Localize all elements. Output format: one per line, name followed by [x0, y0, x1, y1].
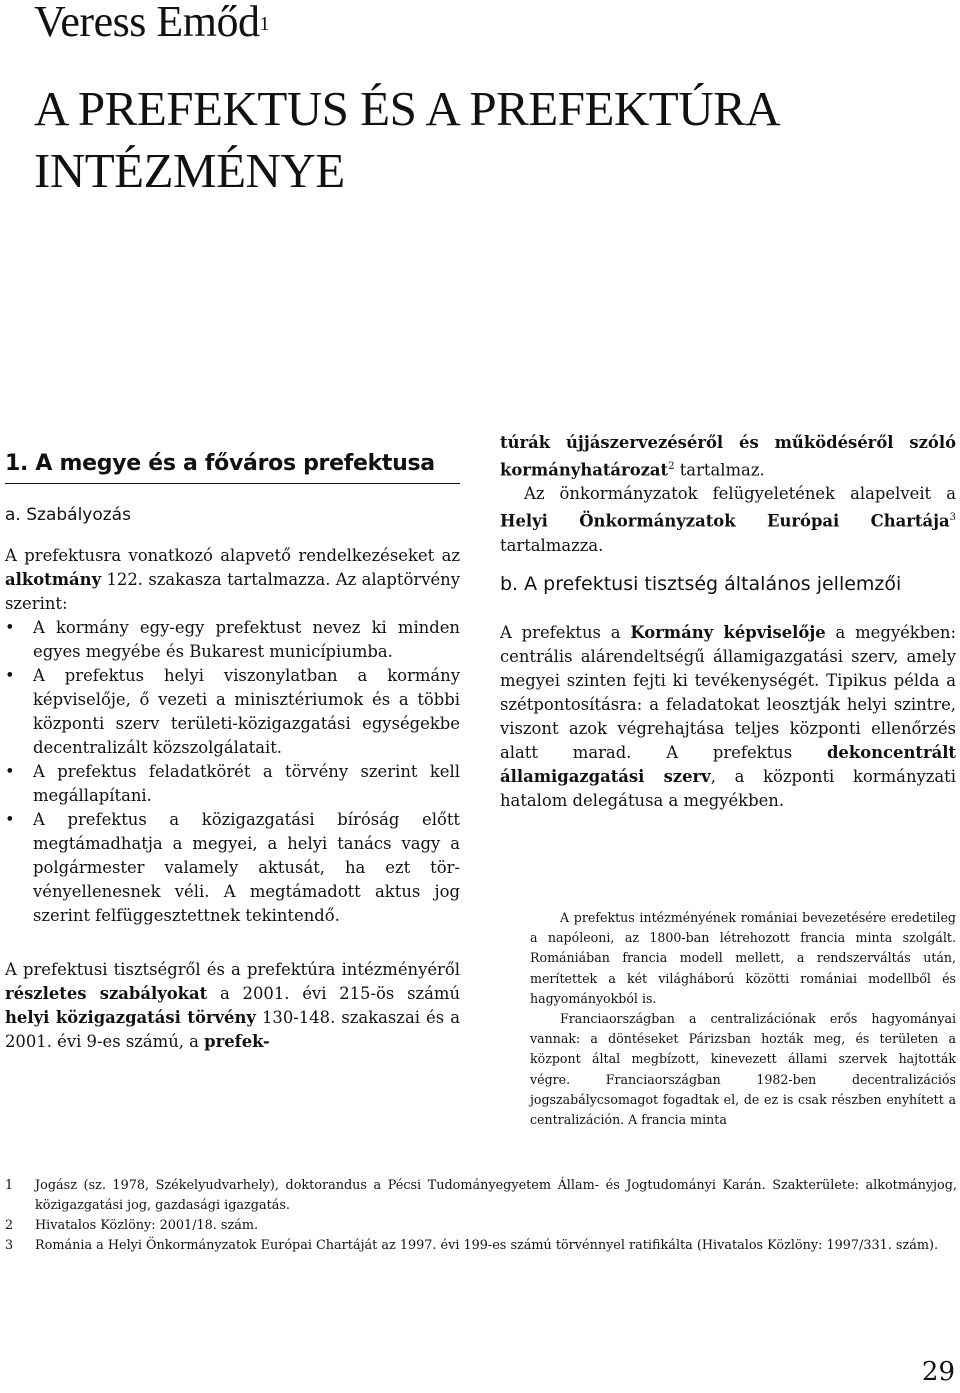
footnote	[5, 1216, 957, 1236]
bold-term: alkotmány	[5, 570, 102, 589]
closing-paragraph: A prefektusi tisztségről és a prefektúra intézményéről részletes szabályokat a 2001. évi 215-ös számú helyi közigazgatási törvény 130-148. szakaszai és a 2001. évi 9-es számú, a prefek-	[5, 960, 460, 1051]
author-text: Veress Emőd	[34, 0, 260, 46]
footnote-number: 2	[5, 1218, 14, 1233]
footnote-text: Jogász (sz. 1978, Székelyudvarhely), doktorandus a Pécsi Tudományegyetem Állam- és Jogtudományi Karán. Szakterülete: alkotmányjog, közigazgatási jog, gazdasági igazgatás.	[35, 1178, 957, 1213]
continuation-paragraph: túrák újjászervezéséről és működéséről szóló kormányhatározat$^2$ tartalmaz.	[500, 433, 956, 480]
bold-term: részletes szabályokat	[5, 984, 208, 1003]
constitution-bullet-list	[5, 616, 460, 928]
footnote-number: 1	[5, 1178, 14, 1193]
small-print-box	[530, 908, 956, 1130]
charter-paragraph: Az önkormányzatok felügyeletének alapelveit a Helyi Önkormányzatok Európai Chartája$^3$ tartalmazza.	[500, 484, 956, 555]
list-item: • A prefektus a közigazgatási bíróság előtt megtámadhatja a megyei, a helyi tanács vagy a polgármester valamely aktusát, ha ezt törvényellenesnek véli. A megtámadott aktus jog szerint felfüggesztettnek tekintendő.	[5, 808, 460, 928]
author-footnote-ref: 1	[259, 13, 269, 35]
article-title: A PREFEKTUS ÉS A PREFEKTÚRA INTÉZMÉNYE	[34, 81, 778, 198]
footnote-text: Románia a Helyi Önkormányzatok Európai Chartáját az 1997. évi 199-es számú törvénnyel ratifikálta (Hivatalos Közlöny: 1997/331. szám).	[35, 1238, 939, 1253]
footnote	[5, 1236, 957, 1256]
bold-term: Kormány képviselője	[630, 622, 826, 642]
footnotes	[5, 1176, 957, 1256]
bold-term: dekoncentrált államigazgatási szerv	[500, 742, 956, 786]
footnote-ref: 2	[668, 461, 675, 472]
author-name	[34, 0, 269, 46]
bold-term: helyi közigazgatási törvény	[5, 1008, 256, 1027]
footnote-ref: 3	[949, 512, 956, 524]
intro-paragraph: A prefektusra vonatkozó alapvető rendelkezéseket az alkotmány 122. szakasza tartalmazza. Az alaptörvény szerint:	[5, 546, 460, 613]
section-heading: 1. A megye és a főváros prefektusa	[5, 449, 460, 484]
subsection-heading-b: b. A prefektusi tisztség általános jellemzői	[500, 572, 902, 595]
list-item: • A prefektus helyi viszonylatban a kormány képviselője, ő vezeti a minisztériumok és a többi központi szerv területi-közigazgatási egységekbe decentralizált közszolgálatait.	[5, 664, 460, 760]
subsection-heading-a: a. Szabályozás	[5, 505, 131, 525]
right-column	[500, 431, 956, 813]
page-number: 29	[921, 1357, 955, 1387]
footnote	[5, 1176, 957, 1216]
bold-term: prefek-	[204, 1032, 270, 1051]
small-paragraph: A prefektus intézményének romániai bevezetésére eredetileg a napóleoni, az 1800-ban létrehozott francia minta szolgált. Romániában francia modell mellett, a rendszerváltás után, merítettek a két világháború közötti romániai modellből és hagyományokból is.	[530, 910, 956, 1006]
small-paragraph: Franciaországban a centralizációnak erős hagyományai vannak: a döntéseket Párizsban hozták meg, és területen a központ által megbízott, kinevezett állami szervek hajtották végre. Franciaországban 1982-ben decentralizációs jogszabálycsomagot fogadtak el, de ez is csak részben enyhített a centralizáción. A francia minta	[530, 1011, 956, 1128]
footnote-text: Hivatalos Közlöny: 2001/18. szám.	[35, 1218, 259, 1233]
footnote-number: 3	[5, 1238, 14, 1253]
bold-term: Helyi Önkormányzatok Európai Chartája	[500, 511, 950, 531]
left-column	[5, 449, 460, 1054]
general-paragraph: A prefektus a Kormány képviselője a megyékben: centrális alárendeltségű államigazgatási szerv, amely megyei szinten fejti ki tevékenységét. Tipikus példa a szétpontosításra: a feladatokat leosztják helyi szintre, viszont azok végrehajtása teljes központi ellenőrzés alatt marad. A prefektus dekoncentrált államigazgatási szerv, a központi kormányzati hatalom delegátusa a megyékben.	[500, 622, 957, 810]
bold-term: túrák újjászervezéséről és működéséről szóló kormányhatározat	[500, 433, 956, 480]
list-item: • A prefektus feladatkörét a törvény szerint kell megállapítani.	[5, 760, 460, 808]
list-item: • A kormány egy-egy prefektust nevez ki minden egyes megyébe és Bukarest municípiumba.	[5, 616, 460, 664]
